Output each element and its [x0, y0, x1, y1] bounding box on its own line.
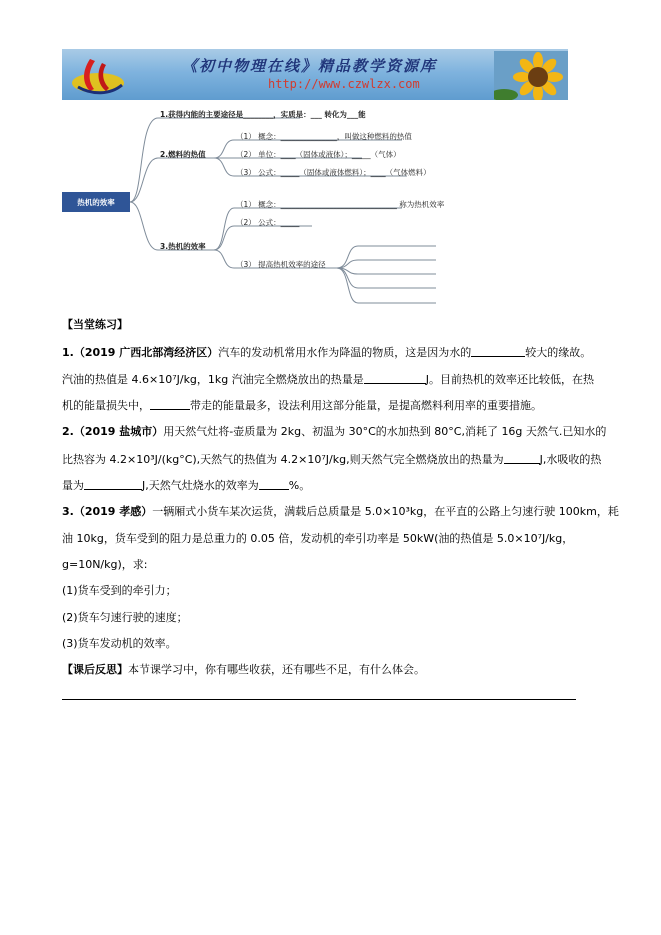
- question-1-source: 1.（2019 广西北部湾经济区）: [62, 346, 219, 359]
- question-1-text-f: 带走的能量最多，设法利用这部分能量，是提高燃料利用率的重要措施。: [190, 399, 542, 412]
- question-1-text-d: J。目前热机的效率还比较低，在热: [425, 373, 595, 386]
- question-2-text-c: J,水吸收的热: [539, 453, 602, 466]
- question-1-text-e: 机的能量损失中，: [62, 399, 150, 412]
- site-logo-icon: [68, 53, 128, 97]
- mind-map-branch-2-2: （2） 单位：____（固体或液体）；_____（气体）: [236, 150, 401, 159]
- question-3-text-a: 一辆厢式小货车某次运货，满载后总质量是 5.0×10³kg，在平直的公路上匀速行驶 100km，耗: [152, 505, 619, 518]
- answer-blank[interactable]: [84, 478, 142, 490]
- question-3-line-2: 油 10kg，货车受到的阻力是总重力的 0.05 倍，发动机的牵引功率是 50kW(油的热值是 5.0×10⁷J/kg，: [62, 532, 574, 545]
- question-1-text-c: 汽油的热值是 4.6×10⁷J/kg，1kg 汽油完全燃烧放出的热量是: [62, 373, 364, 386]
- answer-blank[interactable]: [150, 398, 190, 410]
- reflection-text: 本节课学习中，你有哪些收获，还有哪些不足，有什么体会。: [128, 663, 425, 676]
- sunflower-icon: [494, 51, 568, 100]
- mind-map-branch-2-1: （1） 概念：_______________，叫做这种燃料的热值: [236, 132, 412, 141]
- question-1-text-b: 较大的缘故。: [525, 346, 592, 359]
- question-2-line-3: [62, 478, 310, 493]
- question-3-sub-1: (1)货车受到的牵引力；: [62, 584, 177, 597]
- mind-map-branch-2: 2.燃料的热值: [160, 150, 206, 159]
- banner-title: 《初中物理在线》精品教学资源库: [182, 57, 438, 75]
- question-3-source: 3.（2019 孝感）: [62, 505, 153, 518]
- question-1-line-1: [62, 345, 591, 360]
- question-3-sub-2: (2)货车匀速行驶的速度；: [62, 611, 188, 624]
- mind-map-branch-3: 3.热机的效率: [160, 242, 206, 251]
- question-2-text-d: 量为: [62, 479, 84, 492]
- practice-heading: 【当堂练习】: [62, 318, 128, 331]
- question-3-line-3: g=10N/kg)，求:: [62, 558, 148, 571]
- mind-map-branch-1: 1.获得内能的主要途径是________，实质是：___ 转化为___能: [160, 110, 366, 119]
- answer-blank[interactable]: [259, 478, 289, 490]
- question-1-line-2: [62, 372, 594, 387]
- question-2-line-1: [62, 425, 606, 439]
- mind-map-root: 热机的效率: [62, 192, 130, 212]
- question-2-text-e: J,天然气灶烧水的效率为: [142, 479, 259, 492]
- mind-map-branch-3-2: （2） 公式：_____: [236, 218, 300, 227]
- reflection-line: [62, 663, 425, 677]
- banner-url[interactable]: http://www.czwlzx.com: [268, 77, 420, 91]
- reflection-answer-line[interactable]: [62, 699, 576, 700]
- question-3-line-1: [62, 505, 619, 519]
- question-2-text-f: %。: [288, 479, 311, 492]
- reflection-heading: 【课后反思】: [62, 663, 128, 676]
- question-2-line-2: [62, 452, 601, 467]
- header-banner: [62, 49, 568, 100]
- question-1-line-3: [62, 398, 542, 413]
- mind-map: [62, 108, 502, 318]
- mind-map-branch-3-1: （1） 概念：_______________________________ 称为热机效率: [236, 200, 445, 209]
- question-2-source: 2.（2019 盐城市）: [62, 425, 164, 438]
- question-2-text-a: 用天然气灶将-壶质量为 2kg、初温为 30°C的水加热到 80°C,消耗了 16g 天然气.已知水的: [163, 425, 607, 438]
- answer-blank[interactable]: [364, 372, 426, 384]
- question-1-text-a: 汽车的发动机常用水作为降温的物质，这是因为水的: [218, 346, 472, 359]
- answer-blank[interactable]: [471, 345, 525, 357]
- question-2-text-b: 比热容为 4.2×10³J/(kg°C),天然气的热值为 4.2×10⁷J/kg,则天然气完全燃烧放出的热量为: [62, 453, 504, 466]
- question-3-sub-3: (3)货车发动机的效率。: [62, 637, 177, 650]
- answer-blank[interactable]: [504, 452, 540, 464]
- mind-map-branch-2-3: （3） 公式：_____（固体或液体燃料）；____（气体燃料）: [236, 168, 431, 177]
- mind-map-branch-3-3: （3） 提高热机效率的途径: [236, 260, 326, 269]
